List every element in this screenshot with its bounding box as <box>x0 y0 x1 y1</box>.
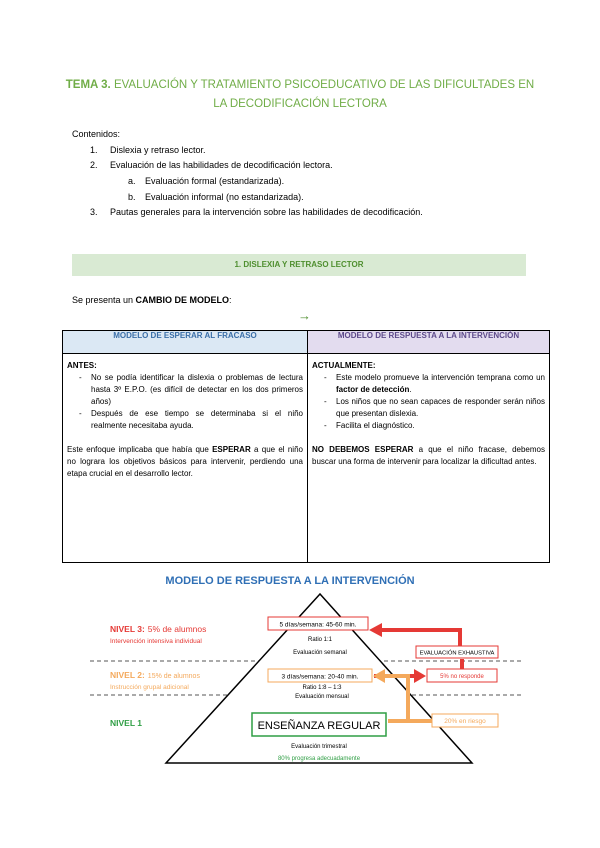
arrow-right-icon: → <box>298 308 311 323</box>
list-item: - Los niños que no sean capaces de responder serán niños que presentan dislexia. <box>312 396 545 420</box>
nivel2-desc: Instrucción grupal adicional <box>110 684 189 691</box>
mid-tier-text: 3 días/semana: 20-40 min. <box>281 673 359 681</box>
rti-pyramid-diagram <box>90 568 524 768</box>
top-ratio: Ratio 1:1 <box>307 637 333 643</box>
right-column-header: MODELO DE RESPUESTA A LA INTERVENCIÓN <box>308 331 550 354</box>
list-item: - Facilita el diagnóstico. <box>312 420 545 432</box>
top-eval: Evaluación semanal <box>293 650 347 656</box>
page-title <box>60 76 540 114</box>
nivel3-desc: Intervención intensiva individual <box>110 638 202 645</box>
base-tier-text: ENSEÑANZA REGULAR <box>257 720 381 732</box>
eval-exhaustiva-text: EVALUACIÓN EXHAUSTIVA <box>419 650 495 657</box>
left-column-cell <box>63 354 308 563</box>
right-column-cell <box>308 354 550 563</box>
left-label: ANTES: <box>67 361 97 370</box>
riesgo-text: 20% en riesgo <box>444 718 486 725</box>
red-arrow-head <box>414 669 426 683</box>
contents-item: 3. Pautas generales para la intervención sobre las habilidades de decodificación. <box>90 207 423 217</box>
comparison-table <box>62 330 550 563</box>
list-item: - No se podía identificar la dislexia o problemas de lectura hasta 3º E.P.O. (es difícil de detectar en los dos primeros años) <box>67 372 303 408</box>
contents-heading: Contenidos: <box>72 129 121 139</box>
contents-item: 1. Dislexia y retraso lector. <box>90 145 206 155</box>
mid-eval: Evaluación mensual <box>295 694 349 700</box>
right-paragraph: NO DEBEMOS ESPERAR a que el niño fracase, debemos buscar una forma de intervenir para localizar la dificultad antes. <box>312 445 545 466</box>
base-progress: 80% progresa adecuadamente <box>277 756 361 762</box>
contents-item: 2. Evaluación de las habilidades de decodificación lectora. <box>90 160 333 170</box>
left-column-header: MODELO DE ESPERAR AL FRACASO <box>63 331 308 354</box>
mid-ratio: Ratio 1:8 – 1:3 <box>302 685 342 691</box>
nivel1-label: NIVEL 1 <box>110 718 142 728</box>
right-label: ACTUALMENTE: <box>312 361 376 370</box>
left-paragraph: Este enfoque implicaba que había que ESPERAR a que el niño no lograra los objetivos básicos para intervenir, perdiendo una etapa crucial en el desarrollo lector. <box>67 445 303 478</box>
contents-subitem: a. Evaluación formal (estandarizada). <box>128 176 285 186</box>
section-heading-bar <box>72 254 526 276</box>
intro-text: Se presenta un CAMBIO DE MODELO: <box>72 295 232 305</box>
title-prefix: TEMA 3. <box>65 79 111 91</box>
base-eval: Evaluación trimestral <box>291 744 347 750</box>
list-item: - Este modelo promueve la intervención temprana como un factor de detección. <box>312 372 545 396</box>
contents-subitem: b. Evaluación informal (no estandarizada). <box>128 192 304 202</box>
section-heading: 1. DISLEXIA Y RETRASO LECTOR <box>234 260 364 269</box>
list-item: - Después de ese tiempo se determinaba si el niño realmente necesitaba ayuda. <box>67 408 303 432</box>
title-text: EVALUACIÓN Y TRATAMIENTO PSICOEDUCATIVO DE LAS DIFICULTADES EN LA DECODIFICACIÓN LECTORA <box>113 79 535 110</box>
diagram-title: MODELO DE RESPUESTA A LA INTERVENCIÓN <box>165 575 415 587</box>
nivel2-label: NIVEL 2: 15% de alumnos <box>110 670 200 680</box>
top-tier-text: 5 días/semana: 45-60 min. <box>279 621 357 629</box>
no-responde-text: 5% no responde <box>440 674 484 680</box>
red-arrow-head <box>369 623 382 637</box>
nivel3-label: NIVEL 3: 5% de alumnos <box>110 624 207 634</box>
